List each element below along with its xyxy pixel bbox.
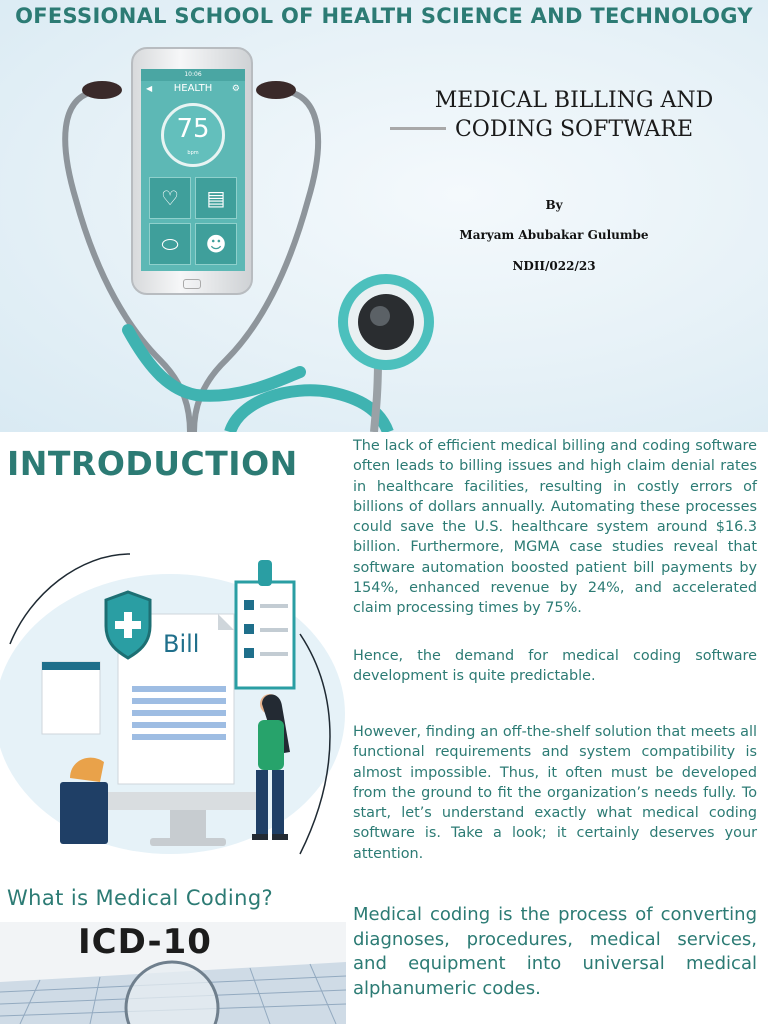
intro-paragraph-3: However, finding an off-the-shelf solution that meets all functional requirements and system compatibility is almost impossible. Thus, it often must be developed from the ground to fit the organization’s needs fully. To start, let’s understand exactly what medical coding software is. Take a look; it certainly deserves your attention. (353, 724, 757, 862)
title-slide (0, 0, 768, 432)
phone-illustration (131, 47, 253, 295)
back-arrow-icon: ◀ (146, 84, 153, 93)
gauge-unit: bpm (187, 150, 199, 156)
gauge-value: 75 (176, 114, 210, 144)
icd10-label: ICD-10 (78, 922, 212, 962)
author-name: Maryam Abubakar Gulumbe (459, 228, 649, 242)
registration-number: NDII/022/23 (512, 259, 596, 273)
gear-icon: ⚙ (231, 84, 240, 94)
phone-tiles (149, 177, 237, 265)
presentation-title (400, 86, 748, 144)
bill-label: Bill (163, 630, 200, 658)
clipboard-icon: ▤ (195, 177, 237, 219)
medical-coding-slide (0, 864, 768, 1024)
phone-app-bar (141, 81, 245, 97)
phone-status-bar: 10:06 (141, 69, 245, 81)
school-name: OFESSIONAL SCHOOL OF HEALTH SCIENCE AND TECHNOLOGY (15, 4, 753, 28)
medical-coding-heading: What is Medical Coding? (7, 886, 274, 910)
phone-app-title: HEALTH (173, 83, 213, 94)
title-line-1: MEDICAL BILLING AND (434, 88, 714, 113)
stethoscope-illustration (0, 0, 768, 432)
pill-icon: ⬭ (149, 223, 191, 265)
intro-paragraph-1: The lack of efficient medical billing and coding software often leads to billing issues and high claim denial rates in healthcare facilities, resulting in costly errors of billions of dollars annually. Automating these processes could save the U.S. healthcare system around $16.3 billion. Furthermore, MGMA case studies reveal that software automation boosted patient bill payments by 154%, enhanced revenue by 24%, and accelerated claim processing times by 75%. (353, 438, 757, 617)
phone-home-button (183, 279, 201, 289)
heart-rate-gauge (161, 103, 225, 167)
intro-paragraph-2: Hence, the demand for medical coding software development is quite predictable. (353, 648, 757, 685)
title-line-2: CODING SOFTWARE (454, 117, 694, 142)
introduction-heading: INTRODUCTION (7, 444, 298, 483)
user-icon: ☻ (195, 223, 237, 265)
introduction-slide (0, 432, 768, 864)
icd10-image (0, 922, 346, 1024)
phone-screen (141, 69, 245, 271)
billing-illustration (0, 534, 350, 864)
by-label: By (545, 198, 563, 212)
medical-coding-paragraph: Medical coding is the process of converting diagnoses, procedures, medical services, and equipment into universal medical alphanumeric codes. (353, 904, 757, 999)
heart-icon: ♡ (149, 177, 191, 219)
